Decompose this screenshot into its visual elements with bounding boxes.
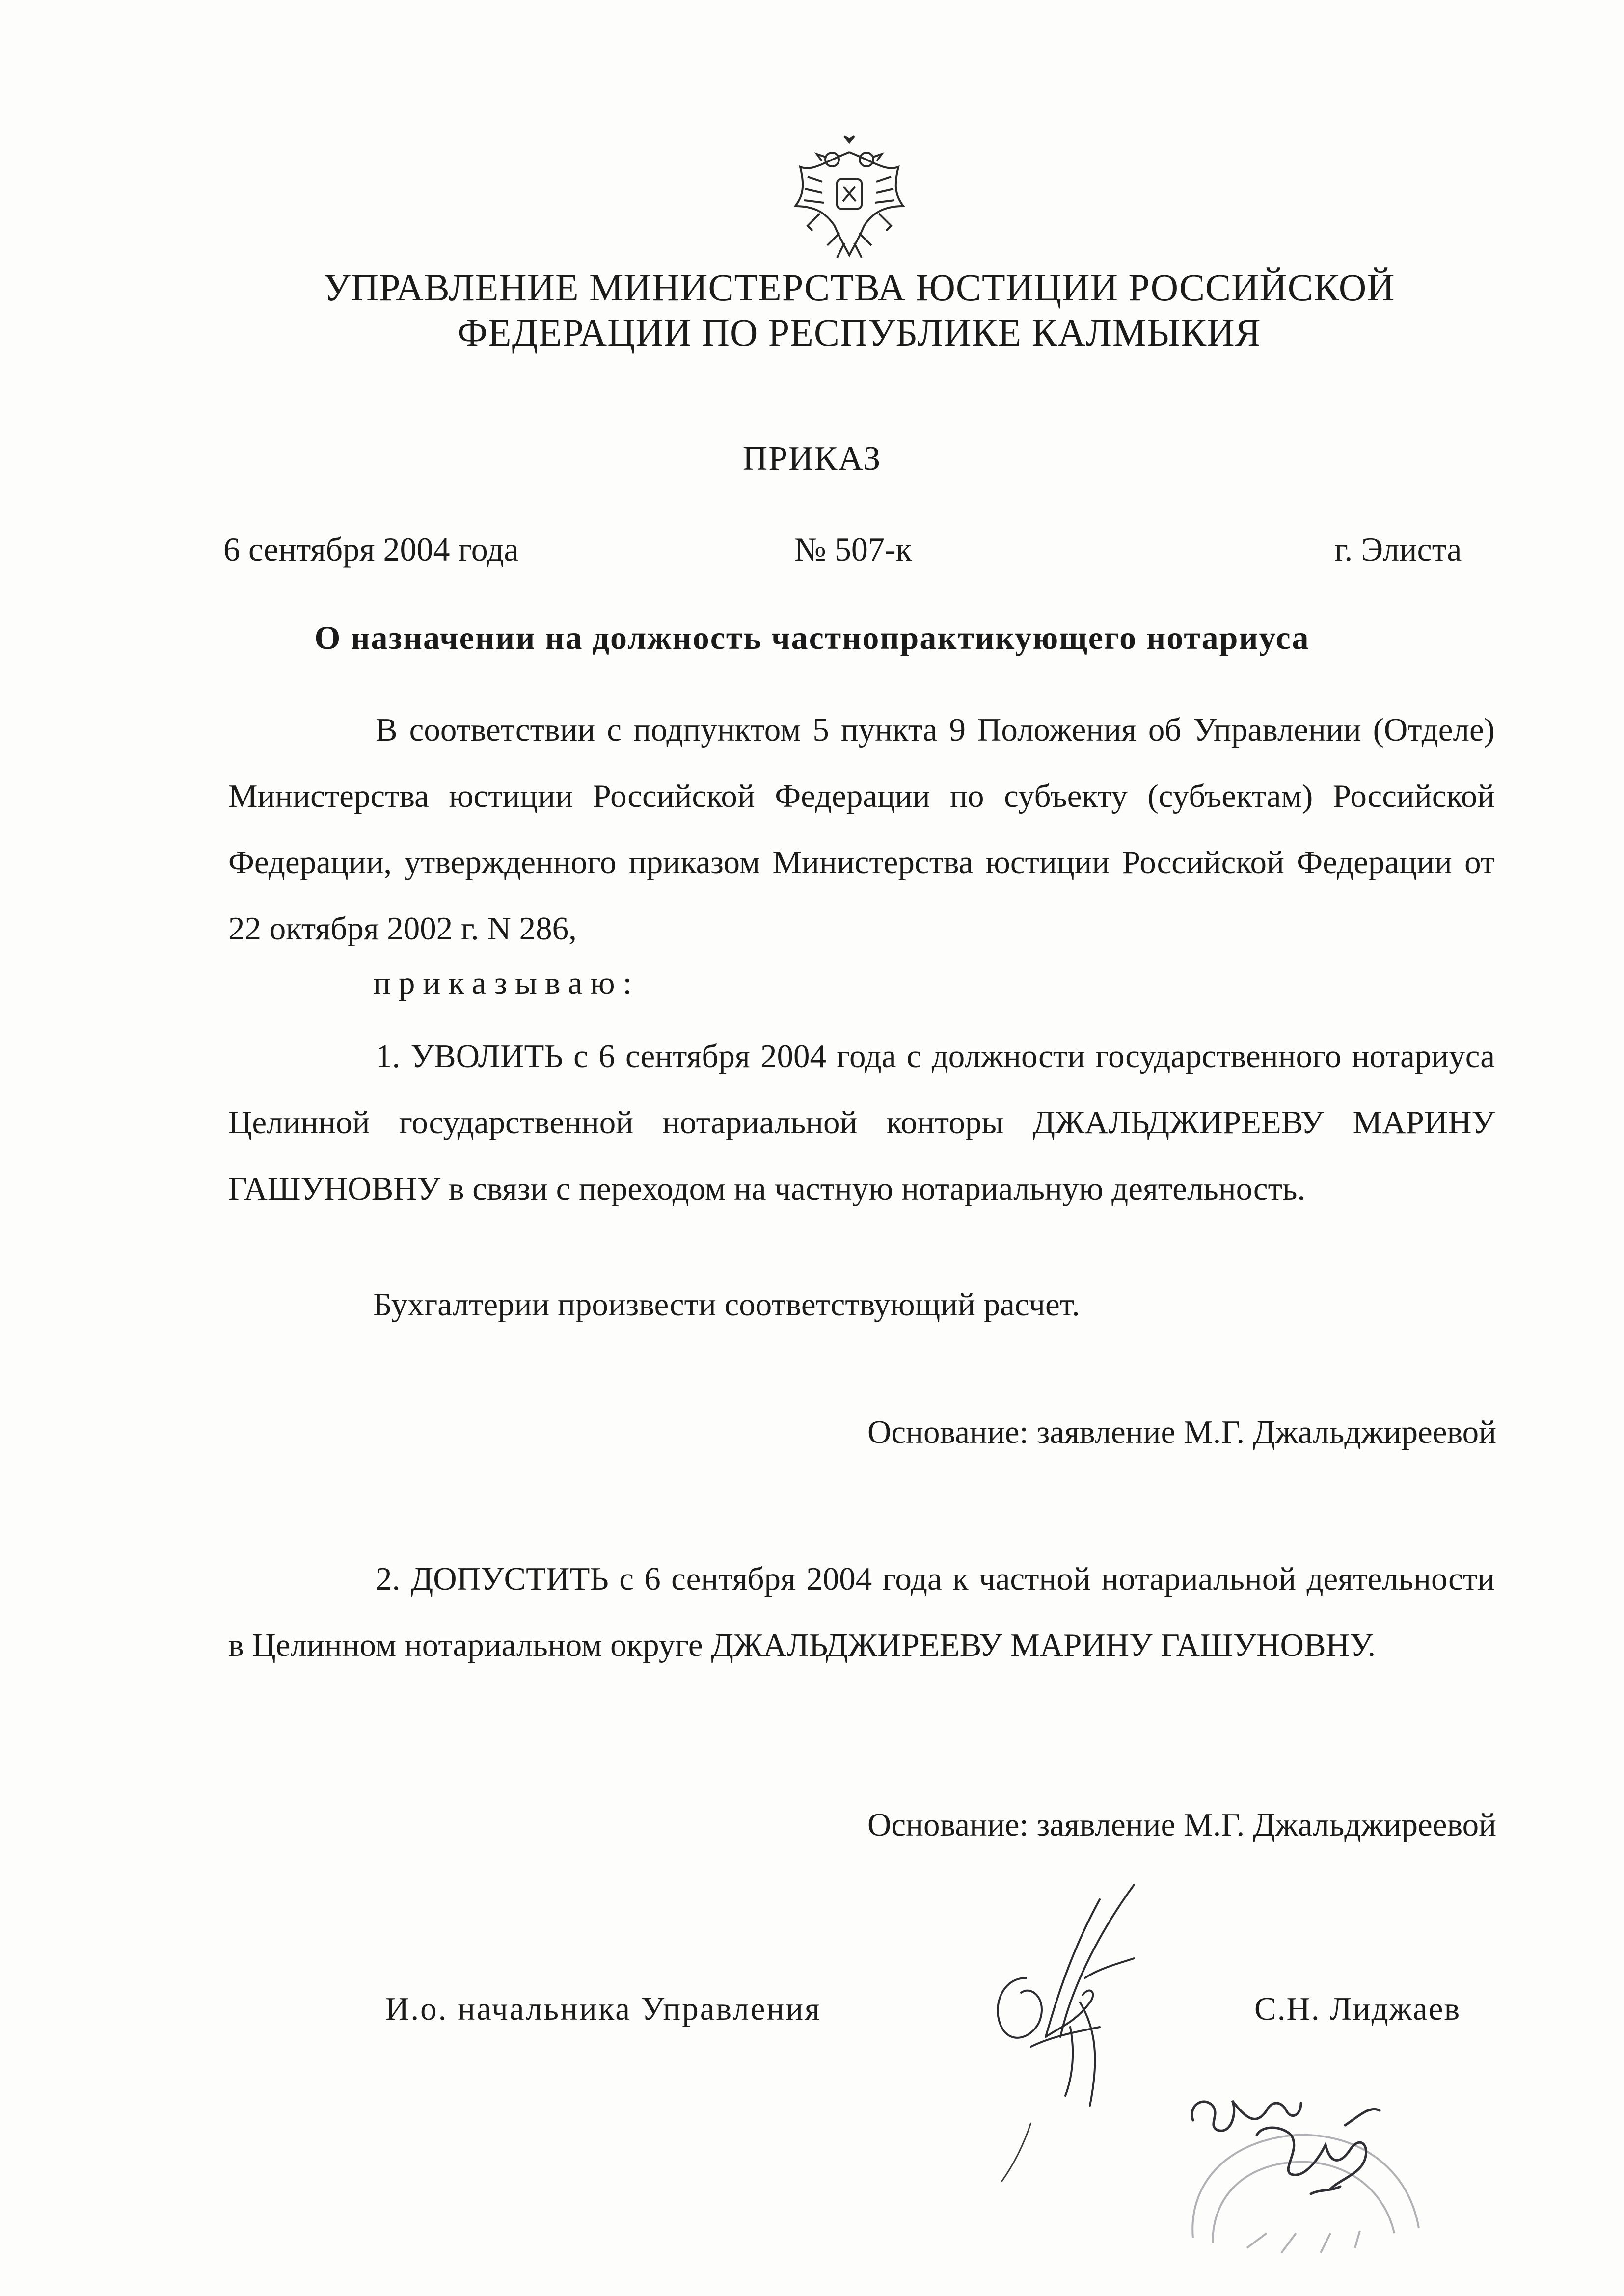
order-directive: приказываю: (373, 965, 640, 1001)
eagle-emblem-icon (785, 133, 913, 265)
order-city: г. Элиста (1334, 531, 1462, 568)
signatory-role: И.о. начальника Управления (385, 1991, 821, 2027)
order-subject: О назначении на должность частнопрактикующего нотариуса (314, 619, 1310, 656)
org-name-line2: ФЕДЕРАЦИИ ПО РЕСПУБЛИКЕ КАЛМЫКИЯ (457, 311, 1261, 354)
basis-note-1: Основание: заявление М.Г. Джальджиреевой (867, 1414, 1496, 1450)
org-name-line1: УПРАВЛЕНИЕ МИНИСТЕРСТВА ЮСТИЦИИ РОССИЙСКОЙ (323, 266, 1395, 309)
order-number: № 507-к (794, 531, 912, 568)
signatory-name: С.Н. Лиджаев (1254, 1991, 1461, 2027)
round-stamp-icon (1134, 2052, 1478, 2268)
clause-1-paragraph: 1. УВОЛИТЬ с 6 сентября 2004 года с должности государственного нотариуса Целинной государственной нотариальной конторы ДЖАЛЬДЖИРЕЕВУ МАРИНУ ГАШУНОВНУ в связи с переходом на частную нотариальную деятельность. (228, 1038, 1495, 1207)
pen-mark-icon (997, 2120, 1036, 2184)
clause-2-paragraph: 2. ДОПУСТИТЬ с 6 сентября 2004 года к частной нотариальной деятельности в Целинном нотариальном округе ДЖАЛЬДЖИРЕЕВУ МАРИНУ ГАШУНОВНУ. (228, 1561, 1495, 1663)
basis-note-2: Основание: заявление М.Г. Джальджиреевой (867, 1807, 1496, 1843)
preamble-paragraph: В соответствии с подпунктом 5 пункта 9 Положения об Управлении (Отделе) Министерства юстиции Российской Федерации по субъекту (субъектам) Российской Федерации, утвержденного приказом Министерства юстиции Российской Федерации от 22 октября 2002 г. N 286, (228, 712, 1495, 947)
document-title: ПРИКАЗ (742, 440, 882, 478)
order-date: 6 сентября 2004 года (223, 531, 519, 568)
accounting-instruction: Бухгалтерии произвести соответствующий расчет. (373, 1286, 1080, 1323)
